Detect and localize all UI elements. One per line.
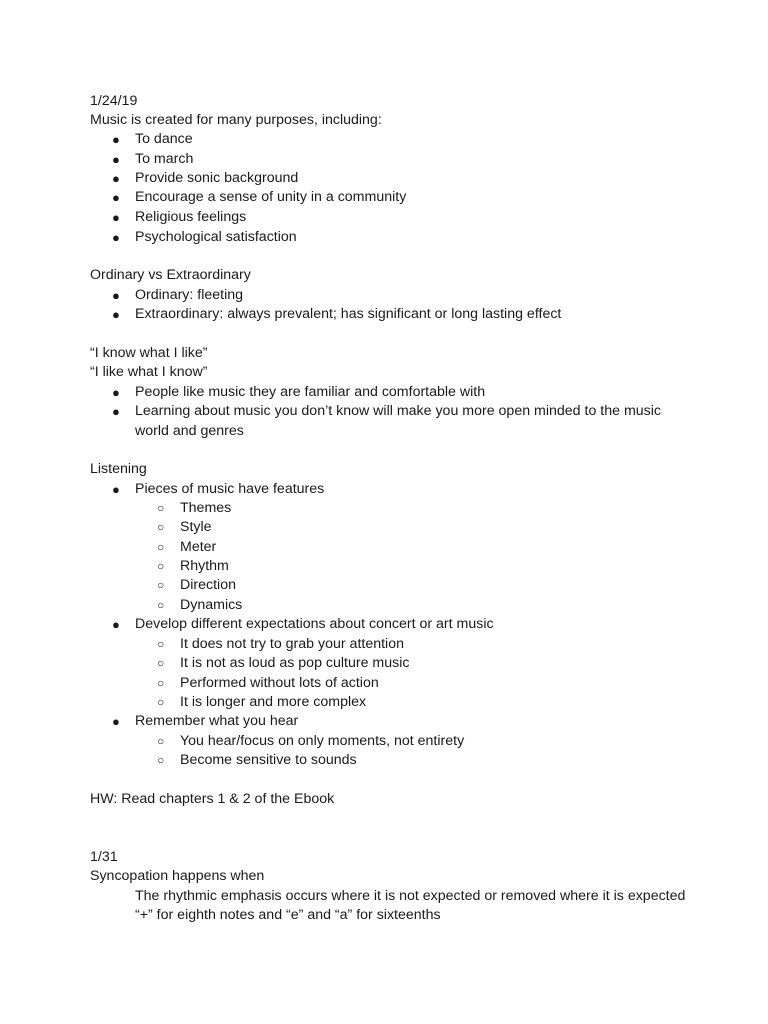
circle-bullet-icon: ○ bbox=[157, 637, 165, 651]
list-item: Ordinary: fleeting bbox=[135, 287, 244, 303]
list-item: Extraordinary: always prevalent; has significant or long lasting effect bbox=[135, 306, 562, 322]
sub-list-item: It does not try to grab your attention bbox=[180, 636, 404, 652]
circle-bullet-icon: ○ bbox=[157, 753, 165, 767]
bullet-icon: ● bbox=[112, 714, 120, 729]
syncopation-definition: The rhythmic emphasis occurs where it is not expected or removed where it is expected bbox=[135, 888, 686, 904]
bullet-icon: ● bbox=[112, 230, 120, 245]
list-item: Religious feelings bbox=[135, 209, 247, 225]
bullet-icon: ● bbox=[112, 385, 120, 400]
ordinary-heading: Ordinary vs Extraordinary bbox=[90, 267, 251, 283]
circle-bullet-icon: ○ bbox=[157, 501, 165, 515]
quote-line: “I know what I like” bbox=[90, 345, 208, 361]
sub-list-item: Performed without lots of action bbox=[180, 675, 379, 691]
sub-list-item: You hear/focus on only moments, not entirety bbox=[180, 733, 465, 749]
circle-bullet-icon: ○ bbox=[157, 559, 165, 573]
bullet-icon: ● bbox=[112, 482, 120, 497]
list-item: Develop different expectations about concert or art music bbox=[135, 616, 494, 632]
bullet-icon: ● bbox=[112, 152, 120, 167]
sub-list-item: Themes bbox=[180, 500, 232, 516]
circle-bullet-icon: ○ bbox=[157, 598, 165, 612]
circle-bullet-icon: ○ bbox=[157, 734, 165, 748]
sub-list-item: Meter bbox=[180, 539, 217, 555]
list-item: Learning about music you don’t know will make you more open minded to the music bbox=[135, 403, 662, 419]
circle-bullet-icon: ○ bbox=[157, 540, 165, 554]
circle-bullet-icon: ○ bbox=[157, 578, 165, 592]
circle-bullet-icon: ○ bbox=[157, 520, 165, 534]
list-item: Remember what you hear bbox=[135, 713, 299, 729]
sub-list-item: It is longer and more complex bbox=[180, 694, 367, 710]
sub-list-item: Style bbox=[180, 519, 212, 535]
syncopation-heading: Syncopation happens when bbox=[90, 868, 265, 884]
bullet-icon: ● bbox=[112, 132, 120, 147]
list-item: To march bbox=[135, 151, 194, 167]
bullet-icon: ● bbox=[112, 210, 120, 225]
sub-list-item: Dynamics bbox=[180, 597, 243, 613]
list-item: Provide sonic background bbox=[135, 170, 299, 186]
bullet-icon: ● bbox=[112, 171, 120, 186]
bullet-icon: ● bbox=[112, 617, 120, 632]
homework-line: HW: Read chapters 1 & 2 of the Ebook bbox=[90, 791, 335, 807]
list-item: Encourage a sense of unity in a community bbox=[135, 189, 407, 205]
list-item-continuation: world and genres bbox=[135, 423, 244, 439]
list-item: Psychological satisfaction bbox=[135, 229, 297, 245]
sub-list-item: Become sensitive to sounds bbox=[180, 752, 357, 768]
bullet-icon: ● bbox=[112, 307, 120, 322]
list-item: People like music they are familiar and comfortable with bbox=[135, 384, 486, 400]
list-item: To dance bbox=[135, 131, 193, 147]
bullet-icon: ● bbox=[112, 190, 120, 205]
sub-list-item: Direction bbox=[180, 577, 236, 593]
syncopation-counting: “+” for eighth notes and “e” and “a” for sixteenths bbox=[135, 907, 441, 923]
sub-list-item: Rhythm bbox=[180, 558, 229, 574]
date-heading-2: 1/31 bbox=[90, 849, 118, 865]
listening-heading: Listening bbox=[90, 461, 147, 477]
circle-bullet-icon: ○ bbox=[157, 695, 165, 709]
purposes-intro: Music is created for many purposes, including: bbox=[90, 112, 382, 128]
date-heading-1: 1/24/19 bbox=[90, 93, 138, 109]
sub-list-item: It is not as loud as pop culture music bbox=[180, 655, 410, 671]
bullet-icon: ● bbox=[112, 288, 120, 303]
circle-bullet-icon: ○ bbox=[157, 676, 165, 690]
circle-bullet-icon: ○ bbox=[157, 656, 165, 670]
quote-line: “I like what I know” bbox=[90, 364, 208, 380]
bullet-icon: ● bbox=[112, 404, 120, 419]
list-item: Pieces of music have features bbox=[135, 481, 325, 497]
